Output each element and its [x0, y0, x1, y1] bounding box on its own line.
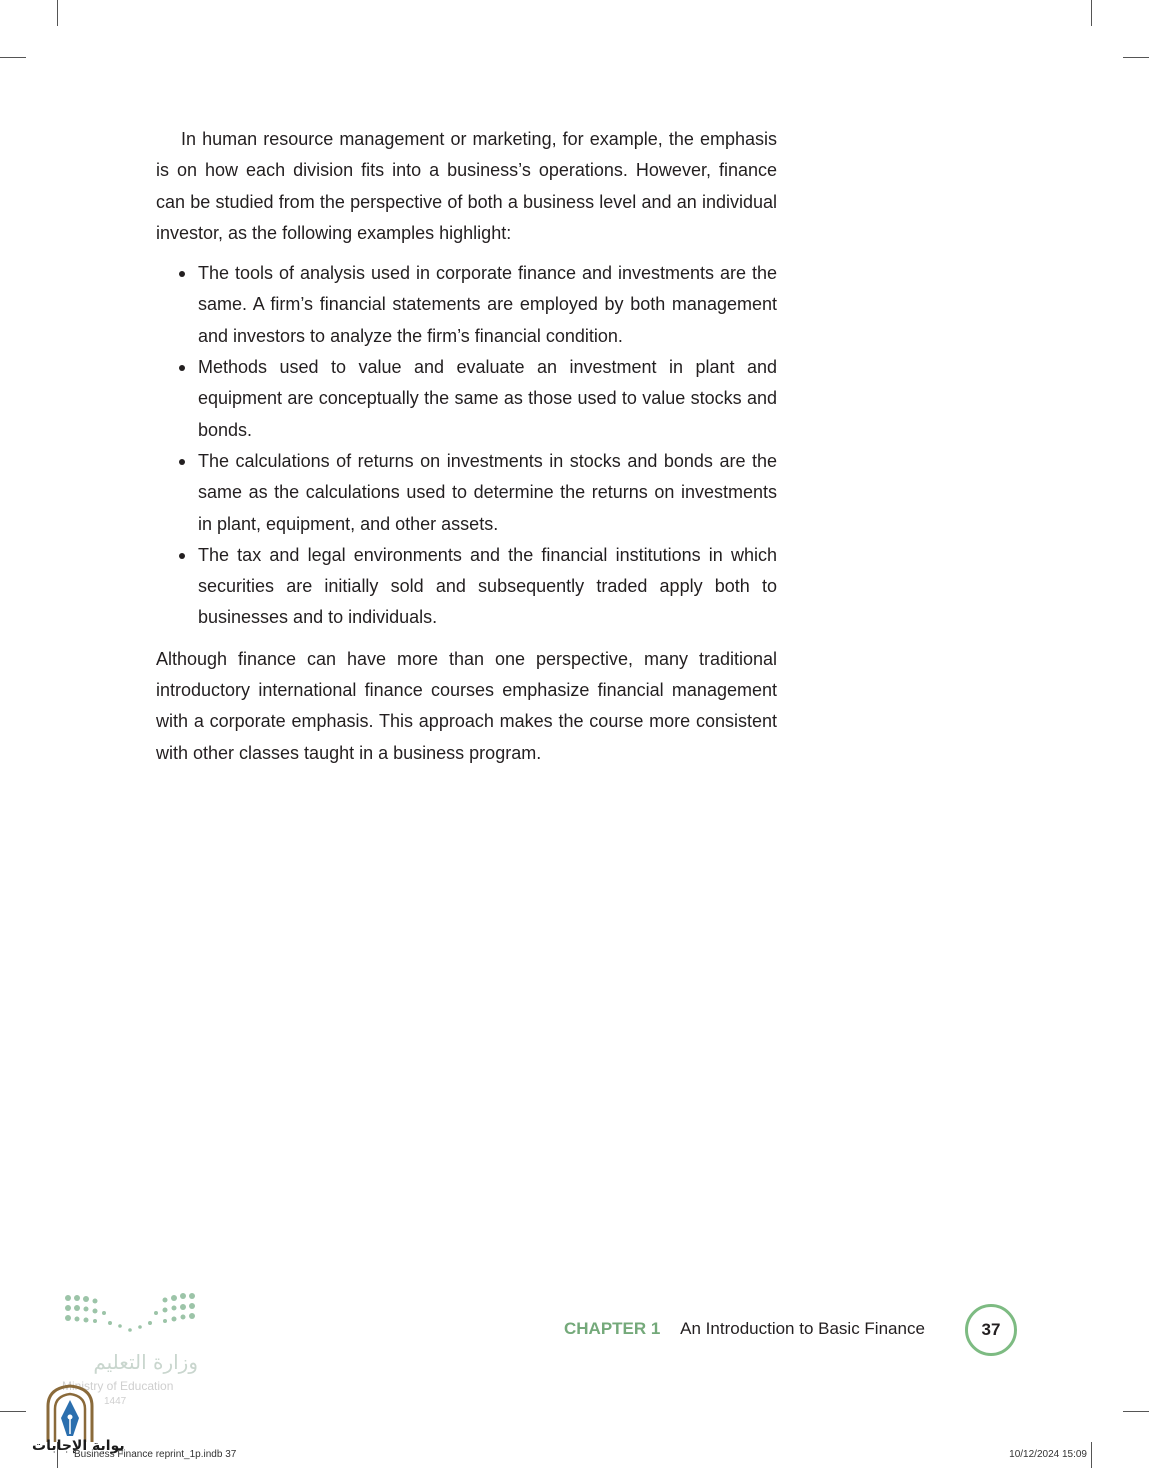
crop-mark — [0, 57, 26, 58]
watermark-text: بوابة الإجابات — [32, 1438, 125, 1454]
ministry-name-arabic: وزارة التعليم — [93, 1350, 198, 1374]
list-item: The tools of analysis used in corporate finance and investments are the same. A firm’s financial statements are employed by both management and investors to analyze the firm’s financial condition. — [156, 258, 777, 352]
pen-nib-arch-icon — [44, 1384, 96, 1444]
crop-mark — [1091, 1442, 1092, 1468]
print-slug-timestamp: 10/12/2024 15:09 — [1009, 1449, 1087, 1460]
crop-mark — [1091, 0, 1092, 26]
print-slug-file: Business Finance reprint_1p.indb 37 — [74, 1449, 237, 1460]
crop-mark — [57, 0, 58, 26]
crop-mark — [1123, 1411, 1149, 1412]
list-item: Methods used to value and evaluate an investment in plant and equipment are conceptually the same as those used to value stocks and bonds. — [156, 352, 777, 446]
list-item: The tax and legal environments and the financial institutions in which securities are initially sold and subsequently traded apply both to businesses and to individuals. — [156, 540, 777, 634]
crop-mark — [0, 1411, 26, 1412]
closing-paragraph: Although finance can have more than one perspective, many traditional introductory international finance courses emphasize financial management with a corporate emphasis. This approach makes the course more consistent with other classes taught in a business program. — [156, 648, 777, 763]
running-footer — [564, 1319, 925, 1339]
page-number: 37 — [965, 1304, 1017, 1356]
chapter-title: An Introduction to Basic Finance — [680, 1319, 925, 1338]
crop-mark — [1123, 57, 1149, 58]
ministry-year: 1447 — [104, 1396, 127, 1407]
examples-list — [156, 258, 777, 634]
ministry-name-english: Ministry of Education — [62, 1379, 174, 1393]
list-item: The calculations of returns on investments in stocks and bonds are the same as the calculations used to determine the returns on investments in plant, equipment, and other assets. — [156, 446, 777, 540]
intro-paragraph: In human resource management or marketing, for example, the emphasis is on how each division fits into a business’s operations. However, finance can be studied from the perspective of both a business level and an individual investor, as the following examples highlight: — [156, 129, 777, 243]
page-body — [156, 124, 777, 769]
chapter-label: CHAPTER 1 — [564, 1319, 661, 1338]
ministry-logo-dots-icon — [62, 1290, 202, 1340]
